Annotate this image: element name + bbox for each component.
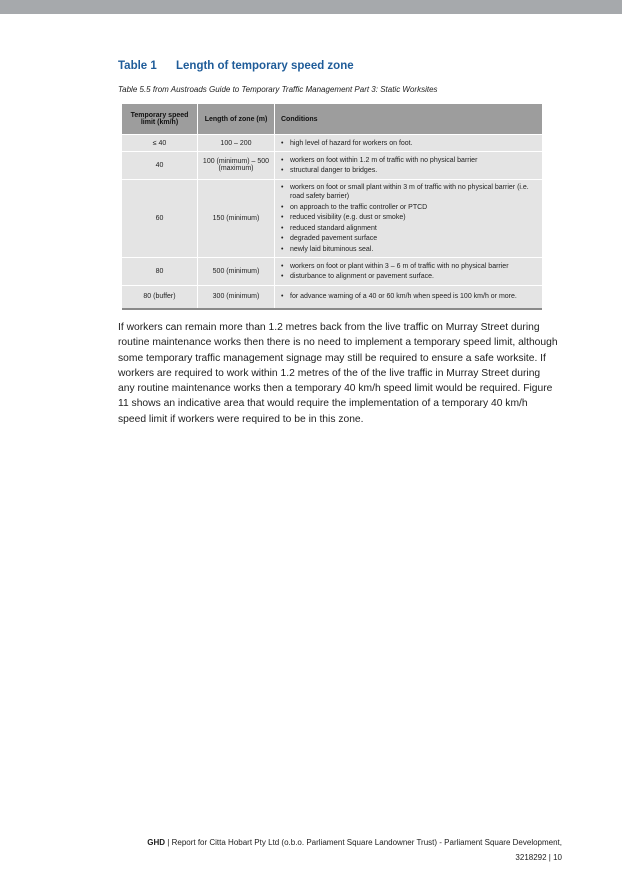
table-row (122, 285, 542, 309)
cell-length: 500 (minimum) (198, 258, 275, 286)
cell-conditions (275, 179, 543, 258)
table-number: Table 1 (118, 60, 157, 72)
condition-item: • workers on foot or plant within 3 – 6 m of traffic with no physical barrier (281, 262, 538, 271)
condition-item: • for advance warning of a 40 or 60 km/h when speed is 100 km/h or more. (281, 292, 538, 301)
speed-zone-table (122, 104, 542, 310)
table-row (122, 152, 542, 180)
condition-item: • high level of hazard for workers on foot. (281, 139, 538, 148)
footer-report-line (147, 838, 562, 847)
table-row (122, 135, 542, 152)
condition-item: • reduced visibility (e.g. dust or smoke) (281, 213, 538, 222)
condition-item: • workers on foot or small plant within 3 m of traffic with no physical barrier (i.e. road safety barrier) (281, 183, 538, 201)
cell-speed: 80 (122, 258, 198, 286)
footer-report-text: | Report for Citta Hobart Pty Ltd (o.b.o. Parliament Square Landowner Trust) - Parliament Square Development, (165, 838, 562, 847)
header-zone-length: Length of zone (m) (198, 104, 275, 135)
cell-conditions (275, 135, 543, 152)
table-source-caption: Table 5.5 from Austroads Guide to Temporary Traffic Management Part 3: Static Worksites (118, 85, 438, 94)
condition-item: • reduced standard alignment (281, 224, 538, 233)
body-paragraph: If workers can remain more than 1.2 metres back from the live traffic on Murray Street during routine maintenance works then there is no need to implement a temporary speed limit, although some temporary traffic management signage may still be required to ensure a safe worksite. If workers are required to work within 1.2 metres of the of the live traffic in Murray Street during any routine maintenance works then a temporary 40 km/h speed limit would be required. Figure 11 shows an indicative area that would require the implementation of a temporary 40 km/h speed limit if workers were required to be in this zone. (118, 322, 558, 425)
cell-length: 300 (minimum) (198, 285, 275, 309)
footer-company: GHD (147, 838, 166, 847)
condition-item: • disturbance to alignment or pavement surface. (281, 272, 538, 281)
table-header-row (122, 104, 542, 135)
table-title: Length of temporary speed zone (176, 60, 354, 72)
header-speed-limit: Temporary speed limit (km/h) (122, 104, 198, 135)
condition-item: • workers on foot within 1.2 m of traffic with no physical barrier (281, 156, 538, 165)
condition-item: • structural danger to bridges. (281, 166, 538, 175)
footer-page-ref: 3218292 | 10 (515, 853, 562, 862)
cell-conditions (275, 285, 543, 309)
cell-conditions (275, 258, 543, 286)
table-heading (118, 60, 354, 72)
header-conditions: Conditions (275, 104, 543, 135)
table-row (122, 179, 542, 258)
top-header-bar (0, 0, 622, 14)
cell-speed: ≤ 40 (122, 135, 198, 152)
cell-speed: 40 (122, 152, 198, 180)
condition-item: • degraded pavement surface (281, 234, 538, 243)
cell-length: 100 (minimum) – 500 (maximum) (198, 152, 275, 180)
cell-length: 100 – 200 (198, 135, 275, 152)
cell-length: 150 (minimum) (198, 179, 275, 258)
table-row (122, 258, 542, 286)
cell-speed: 60 (122, 179, 198, 258)
condition-item: • on approach to the traffic controller or PTCD (281, 203, 538, 212)
cell-speed: 80 (buffer) (122, 285, 198, 309)
cell-conditions (275, 152, 543, 180)
condition-item: • newly laid bituminous seal. (281, 245, 538, 254)
